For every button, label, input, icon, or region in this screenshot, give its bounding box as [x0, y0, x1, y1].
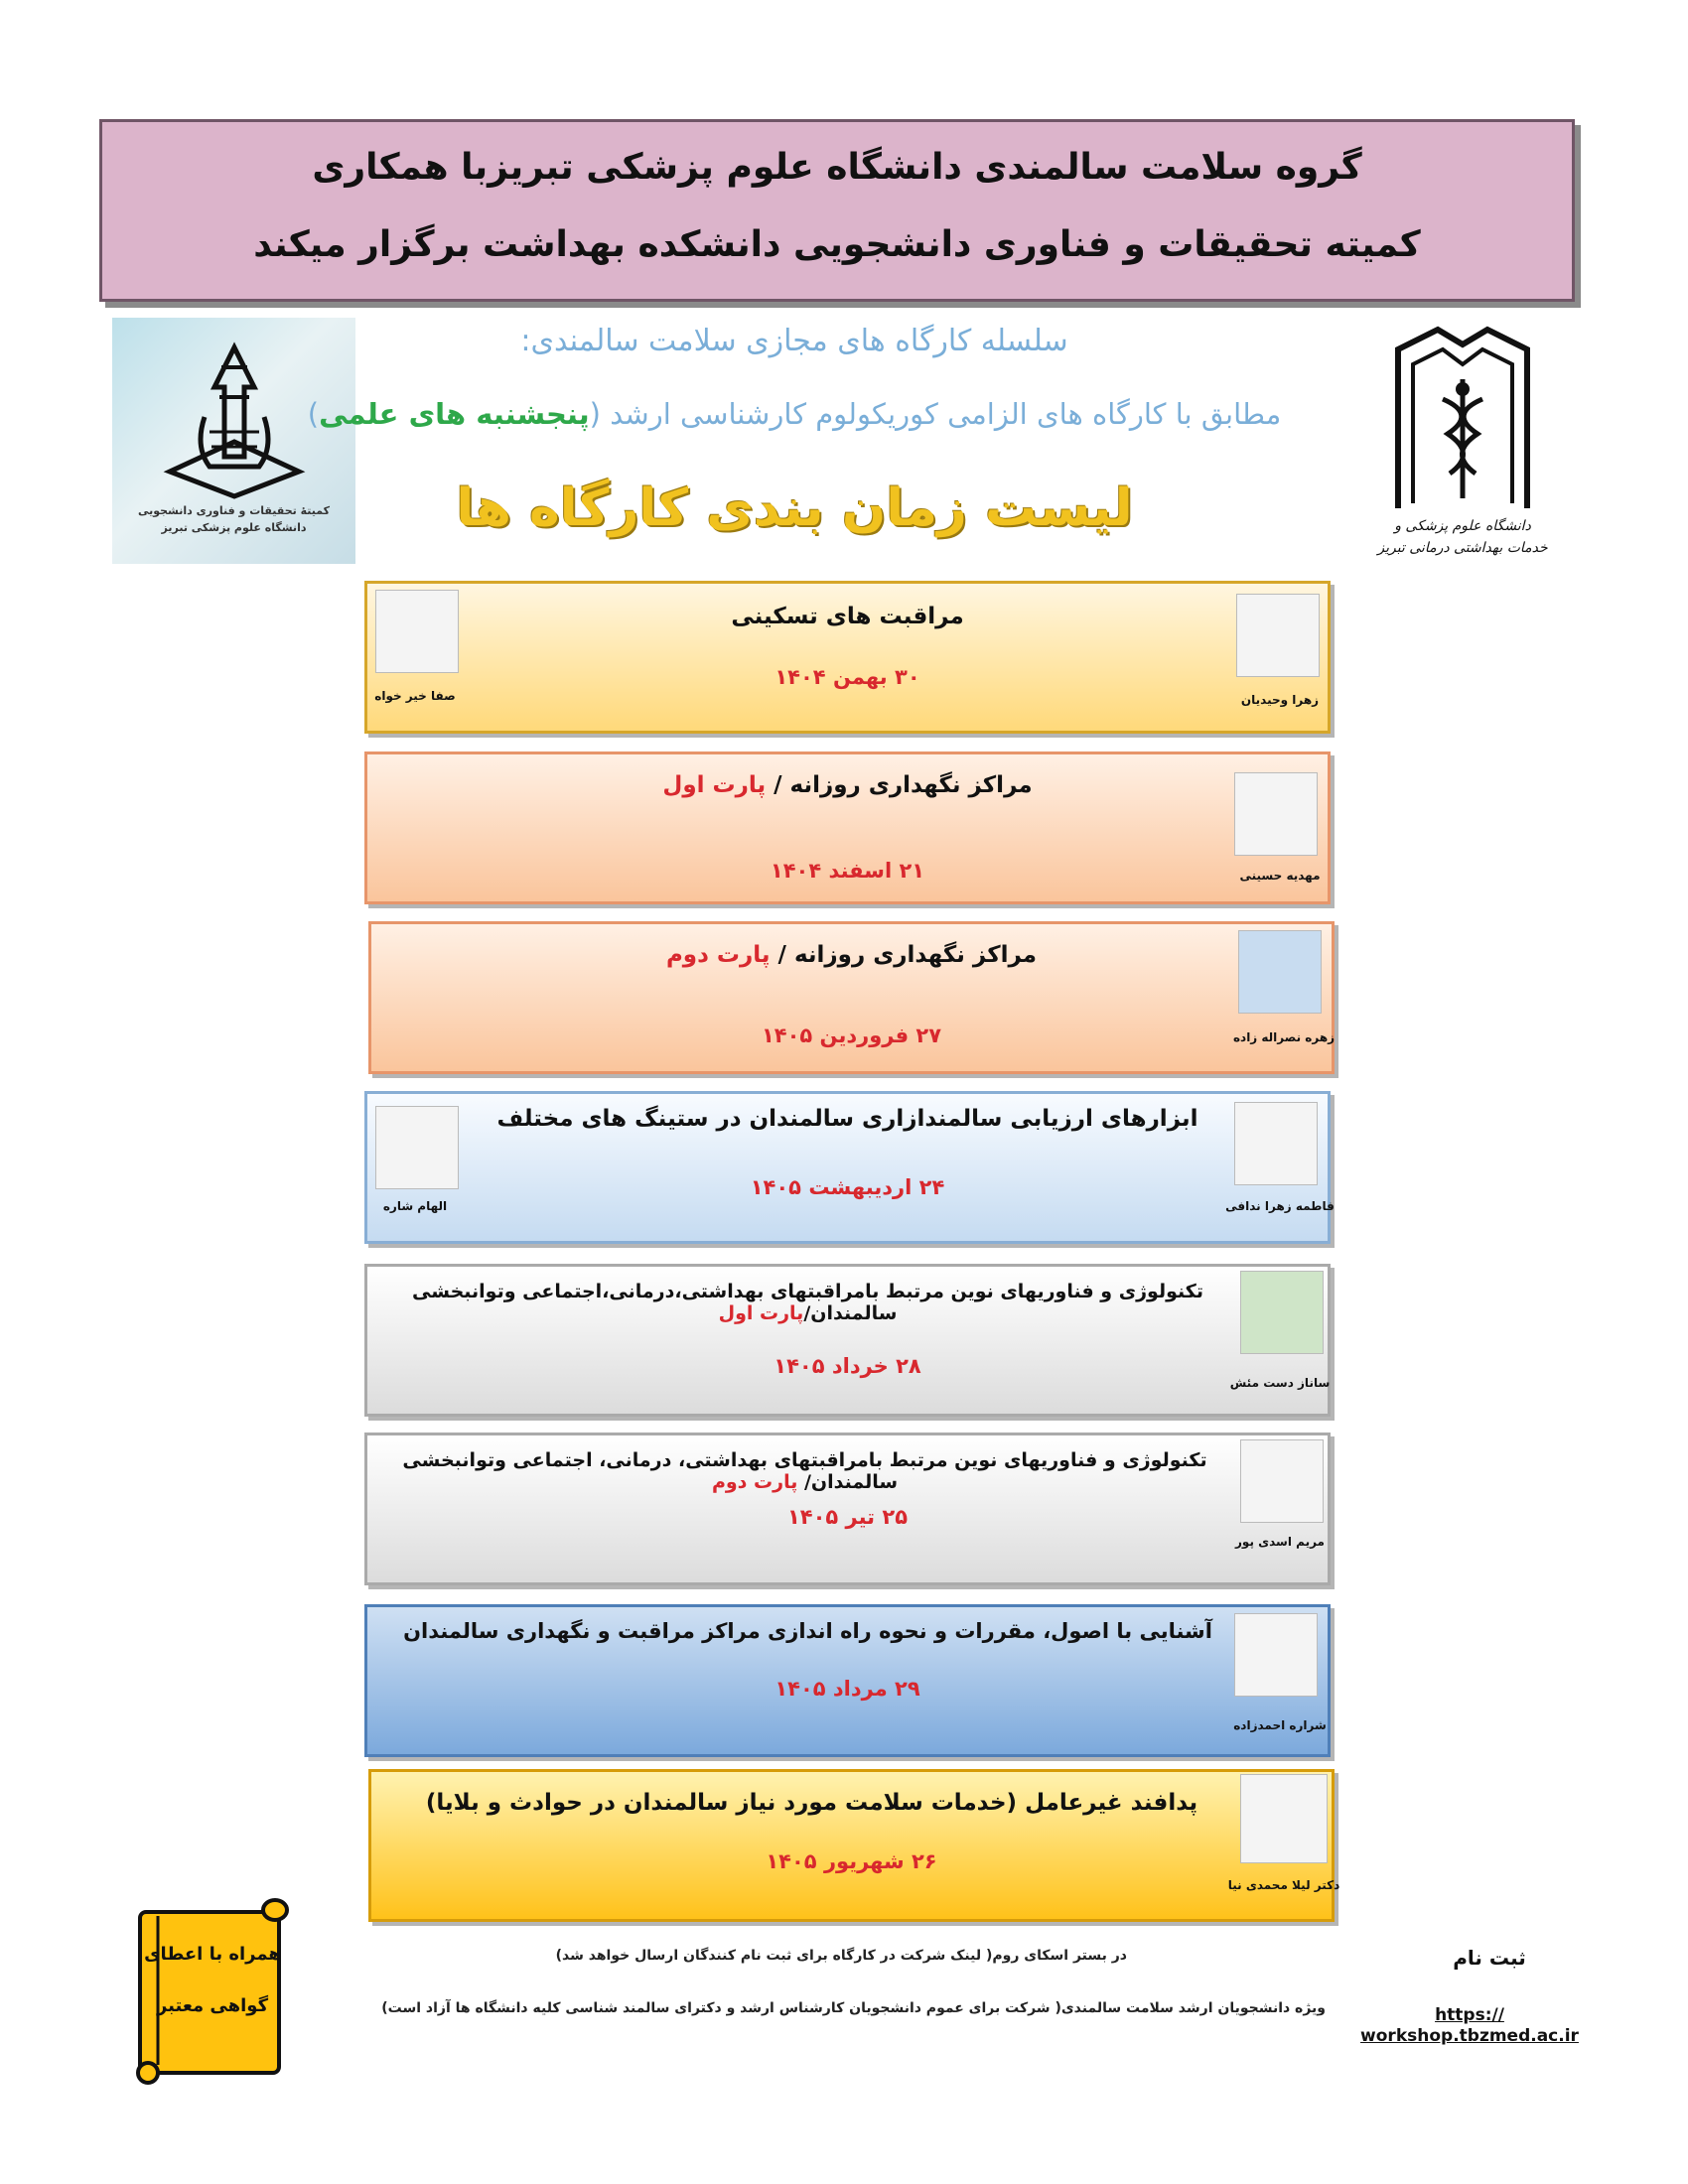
workshop-date: ۲۹ مرداد ۱۴۰۵ — [774, 1677, 920, 1701]
presenter-photo — [1234, 772, 1318, 856]
workshop-topic-text: تکنولوژی و فناوریهای نوین مرتبط بامراقبتهای بهداشتی، درمانی، اجتماعی وتوانبخشی سالمندان/ — [402, 1449, 1207, 1493]
workshop-card-8 — [368, 1769, 1340, 1922]
curriculum-highlight: پنجشنبه های علمی — [319, 397, 590, 431]
registration-link-line-2[interactable]: workshop.tbzmed.ac.ir — [1360, 2026, 1579, 2047]
workshop-date: ۲۵ تیر ۱۴۰۵ — [786, 1505, 909, 1529]
presenter-name: دکتر لیلا محمدی نیا — [1227, 1878, 1340, 1892]
registration-link-line-1[interactable]: https:// — [1435, 2005, 1504, 2025]
tbzmed-university-logo — [1378, 320, 1547, 570]
workshop-date: ۲۱ اسفند ۱۴۰۴ — [770, 859, 925, 883]
workshop-part: پارت اول — [718, 1302, 804, 1324]
workshop-date: ۲۶ شهریور ۱۴۰۵ — [766, 1849, 937, 1873]
workshop-topic — [371, 942, 1332, 968]
curriculum-line — [288, 397, 1301, 431]
presenter-photo — [1240, 1271, 1324, 1354]
presenter-photo — [1234, 1102, 1318, 1185]
workshop-topic-text: تکنولوژی و فناوریهای نوین مرتبط بامراقبتهای بهداشتی،درمانی،اجتماعی وتوانبخشی سالمندان/ — [412, 1281, 1203, 1324]
workshop-topic — [367, 772, 1328, 798]
audience-note: ویژه دانشجویان ارشد سلامت سالمندی( شرکت برای عموم دانشجویان کارشناس ارشد و دکترای سالمند شناسی کلیه دانشگاه ها آزاد است) — [381, 2000, 1326, 2016]
certificate-line-2: گواهی معتبر — [156, 1995, 269, 2016]
presenter-name: ساناز دست مئش — [1229, 1376, 1331, 1390]
presenter-photo — [1240, 1774, 1328, 1863]
workshop-card-6 — [364, 1433, 1331, 1585]
workshop-card-7 — [364, 1604, 1331, 1757]
university-logo-line-1: دانشگاه علوم پزشکی و — [1394, 518, 1531, 534]
presenter-photo — [1240, 1439, 1324, 1523]
workshop-card-5 — [364, 1264, 1331, 1417]
workshop-topic — [377, 1449, 1232, 1493]
workshop-topic-text: مراکز نگهداری روزانه / — [770, 942, 1038, 968]
presenter-photo — [1238, 930, 1322, 1014]
workshop-date: ۲۴ اردیبهشت ۱۴۰۵ — [750, 1175, 945, 1199]
workshop-date: ۲۸ خرداد ۱۴۰۵ — [774, 1354, 921, 1378]
workshop-topic: پدافند غیرعامل (خدمات سلامت مورد نیاز سالمندان در حوادث و بلایا) — [425, 1790, 1198, 1816]
workshop-part: پارت اول — [662, 772, 767, 798]
series-title: سلسله کارگاه های مجازی سلامت سالمندی: — [520, 324, 1068, 358]
schedule-title: لیست زمان بندی کارگاه ها — [456, 478, 1133, 538]
certificate-line-1: همراه با اعطای — [144, 1944, 281, 1965]
workshop-topic-text: مراکز نگهداری روزانه / — [766, 772, 1033, 798]
committee-logo-line-1: کمیتهٔ تحقیقات و فناوری دانشجویی — [137, 504, 331, 517]
header-line-2: کمیته تحقیقات و فناوری دانشجویی دانشکده بهداشت برگزار میکند — [253, 224, 1421, 265]
workshop-card-3 — [368, 921, 1335, 1074]
presenter-name: مریم اسدی پور — [1235, 1535, 1325, 1549]
workshop-date: ۲۷ فروردین ۱۴۰۵ — [761, 1024, 942, 1047]
presenter-photo — [1236, 594, 1320, 677]
presenter-photo — [375, 590, 459, 673]
scroll-icon — [136, 1896, 289, 2085]
curriculum-text: مطابق با کارگاه های الزامی کوریکولوم کارشناسی ارشد ( — [589, 397, 1282, 431]
workshop-part: پارت دوم — [665, 942, 771, 968]
presenter-photo — [375, 1106, 459, 1189]
presenter-name: شراره احمدزاده — [1233, 1718, 1327, 1732]
workshop-topic: ابزارهای ارزیابی سالمندازاری سالمندان در ستینگ های مختلف — [496, 1106, 1198, 1132]
university-emblem-icon — [1378, 320, 1547, 518]
workshop-card-4 — [364, 1091, 1335, 1244]
workshop-card-2 — [364, 751, 1331, 904]
header-line-1: گروه سلامت سالمندی دانشگاه علوم پزشکی تبریزبا همکاری — [312, 147, 1362, 188]
presenter-name: زهره نصراله زاده — [1232, 1030, 1336, 1044]
presenter-name: الهام شاره — [382, 1199, 448, 1213]
presenter-name: زهرا وحیدیان — [1240, 693, 1320, 707]
workshop-card-1 — [364, 581, 1331, 734]
registration-link[interactable] — [1350, 2005, 1589, 2048]
register-label: ثبت نام — [1453, 1946, 1526, 1970]
presenter-name: مهدیه حسینی — [1239, 869, 1321, 883]
presenter-name: صفا خیر خواه — [374, 689, 456, 703]
presenter-photo — [1234, 1613, 1318, 1697]
university-logo-line-2: خدمات بهداشتی درمانی تبریز — [1377, 540, 1548, 556]
committee-logo-line-2: دانشگاه علوم پزشکی تبریز — [161, 521, 307, 534]
presenter-name: فاطمه زهرا ندافی — [1225, 1199, 1335, 1213]
curriculum-close: ) — [307, 397, 320, 431]
certificate-badge — [136, 1896, 289, 2085]
workshop-date: ۳۰ بهمن ۱۴۰۴ — [774, 665, 920, 689]
workshop-topic: آشنایی با اصول، مقررات و نحوه راه اندازی مراکز مراقبت و نگهداری سالمندان — [403, 1619, 1212, 1643]
header-banner — [99, 119, 1575, 302]
platform-note: در بستر اسکای روم( لینک شرکت در کارگاه برای ثبت نام کنندگان ارسال خواهد شد) — [555, 1948, 1127, 1964]
workshop-topic: مراقبت های تسکینی — [731, 604, 964, 629]
workshop-part: پارت دوم — [711, 1471, 798, 1493]
workshop-topic — [387, 1281, 1228, 1324]
